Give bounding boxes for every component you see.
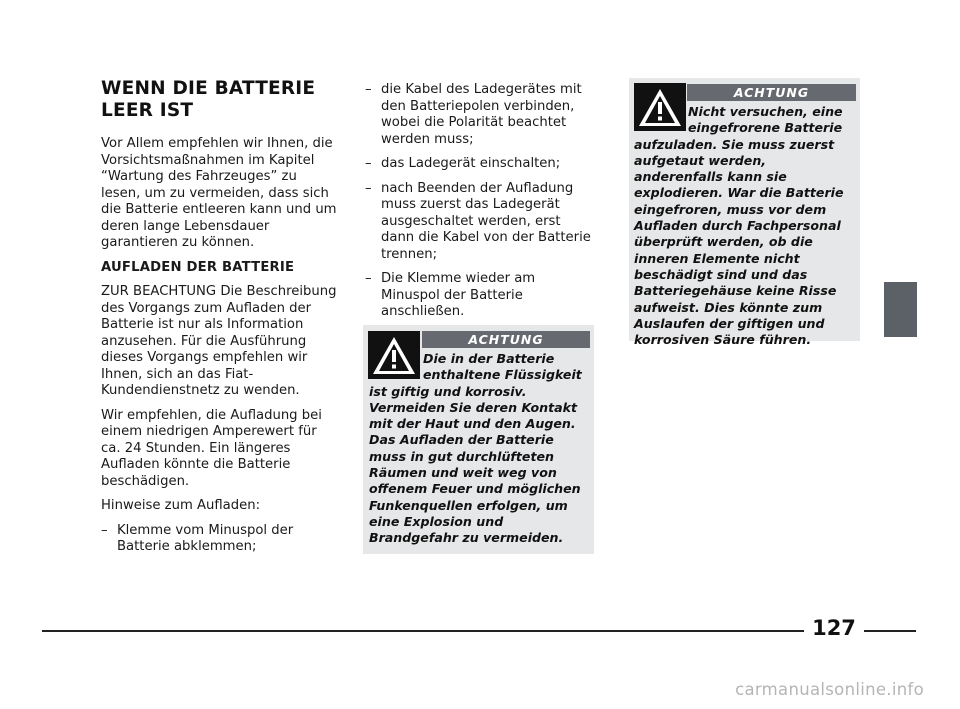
warning-text: [634, 104, 859, 348]
dash-mark: –: [365, 82, 372, 97]
middle-column: [365, 82, 597, 329]
dash-mark: –: [365, 180, 372, 196]
warning-text-line: enthaltene Flüssigkeit: [423, 367, 582, 383]
dash-mark: –: [365, 271, 372, 286]
page-number: 127: [812, 616, 856, 640]
warning-text-line: eingefrorene Batterie: [688, 120, 843, 136]
list-item: [365, 156, 597, 173]
list-item: [365, 271, 597, 321]
warning-title: ACHTUNG: [422, 331, 590, 348]
heading-line-1: WENN DIE BATTERIE: [101, 78, 316, 99]
list-item: [101, 523, 337, 556]
warning-box-frozen-battery: [629, 78, 860, 348]
warning-text-body: ist giftig und korrosiv. Vermeiden Sie deren Kontakt mit der Haut und den Augen. Das Aufladen der Batterie muss in gut durchlüfteten Räumen und weit weg von offenem Feuer und möglichen Funkenquellen erfolgen, um eine Explosion und Brandgefahr zu vermeiden.: [369, 383, 581, 546]
list-item-text: nach Beenden der Aufladung muss zuerst das Ladegerät ausgeschaltet werden, erst dann die Kabel von der Batterie trennen;: [381, 180, 591, 262]
warning-text-line: Die in der Batterie: [423, 351, 555, 366]
warning-text: [369, 351, 593, 547]
heading-line-2: LEER IST: [101, 100, 194, 121]
intro-paragraph: Vor Allem empfehlen wir Ihnen, die Vorsichtsmaßnahmen im Kapitel “Wartung des Fahrzeuges” zu lesen, um zu vermeiden, dass sich die Batterie entleeren kann und um deren lange Lebensdauer garantieren zu können.: [101, 136, 337, 250]
dash-mark: –: [365, 156, 372, 171]
warning-title: ACHTUNG: [687, 84, 856, 101]
list-item-text: die Kabel des Ladegerätes mit den Batteriepolen verbinden, wobei die Polarität beachtet werden muss;: [381, 82, 582, 147]
warning-box-battery-fluid: [363, 325, 594, 554]
hints-intro: Hinweise zum Aufladen:: [101, 498, 261, 513]
steps-list-2: [365, 82, 597, 321]
recommendation-paragraph: Wir empfehlen, die Aufladung bei einem niedrigen Amperewert für ca. 24 Stunden. Ein längeres Aufladen könnte die Batterie beschädigen.: [101, 407, 322, 489]
footer-rule-right: [864, 630, 916, 632]
list-item-text: Klemme vom Minuspol der Batterie abklemmen;: [117, 522, 294, 554]
dash-mark: –: [101, 522, 108, 538]
footer-rule-left: [42, 630, 804, 632]
note-paragraph: ZUR BEACHTUNG Die Beschreibung des Vorgangs zum Aufladen der Batterie ist nur als Information anzusehen. Für die Ausführung dieses Vorgangs empfehlen wir Ihnen, sich an das Fiat-Kundendienstnetz zu wenden.: [101, 284, 337, 398]
warning-text-body: aufzuladen. Sie muss zuerst aufgetaut werden, anderenfalls kann sie explodieren. War die Batterie eingefroren, muss vor dem Aufladen durch Fachpersonal überprüft werden, ob die inneren Elemente nicht beschädigt sind und das Batteriegehäuse keine Risse aufweist. Dies könnte zum Auslaufen der giftigen und korrosiven Säure führen.: [634, 136, 844, 348]
list-item: [365, 181, 597, 264]
warning-text-line: Nicht versuchen, eine: [688, 104, 843, 119]
page-heading: [101, 78, 337, 122]
steps-list-1: [101, 523, 337, 556]
section-subheading: AUFLADEN DER BATTERIE: [101, 259, 295, 275]
watermark: carmanualsonline.info: [735, 680, 924, 699]
left-column: [101, 78, 337, 564]
list-item-text: das Ladegerät einschalten;: [381, 156, 561, 171]
list-item-text: Die Klemme wieder am Minuspol der Batterie anschließen.: [381, 271, 536, 319]
list-item: [365, 82, 597, 148]
section-side-tab: [884, 282, 917, 337]
